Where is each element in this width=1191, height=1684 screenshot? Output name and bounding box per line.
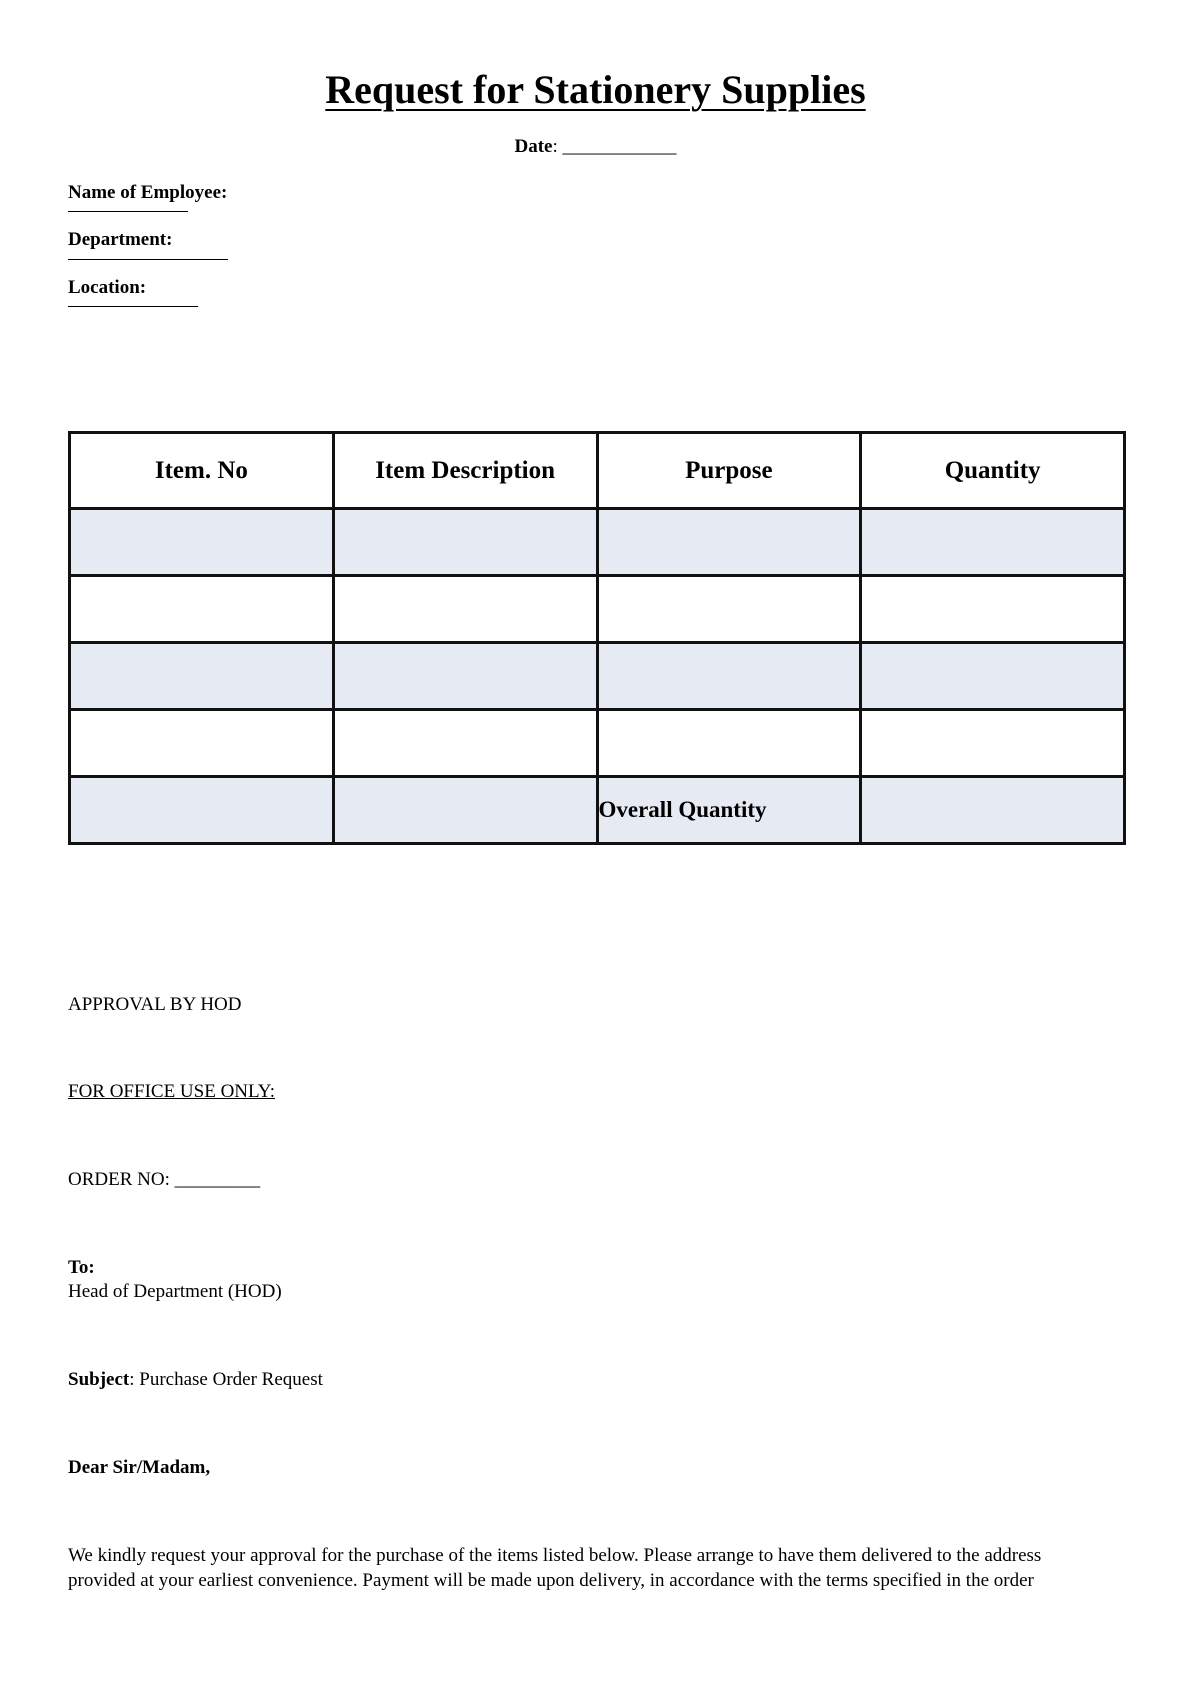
quantity-cell[interactable] [861, 710, 1125, 777]
header-item-no: Item. No [70, 433, 334, 509]
item-description-cell[interactable] [333, 576, 597, 643]
approval-by-hod: APPROVAL BY HOD [68, 994, 242, 1015]
table-row [70, 576, 1125, 643]
office-use-heading: FOR OFFICE USE ONLY: [68, 1081, 275, 1102]
request-paragraph [68, 1543, 1138, 1593]
quantity-cell[interactable] [861, 576, 1125, 643]
stationery-items-table [68, 431, 1126, 845]
employee-name-label: Name of Employee: [68, 182, 228, 203]
item-no-cell[interactable] [70, 643, 334, 710]
overall-quantity-label: Overall Quantity [597, 777, 861, 844]
item-no-cell[interactable] [70, 576, 334, 643]
subject-label: Subject [68, 1369, 130, 1390]
salutation: Dear Sir/Madam, [68, 1457, 211, 1478]
quantity-cell[interactable] [861, 643, 1125, 710]
paragraph-line: provided at your earliest convenience. Payment will be made upon delivery, in accordance with the terms specified in the order [68, 1570, 1034, 1591]
header-item-description: Item Description [333, 433, 597, 509]
table-row [70, 710, 1125, 777]
paragraph-line: We kindly request your approval for the purchase of the items listed below. Please arrange to have them delivered to the address [68, 1545, 1042, 1566]
purpose-cell[interactable] [597, 509, 861, 576]
order-number-field[interactable]: ORDER NO: _________ [68, 1169, 261, 1190]
purpose-cell[interactable] [597, 643, 861, 710]
employee-name-blank[interactable] [68, 210, 188, 212]
item-description-cell[interactable] [333, 710, 597, 777]
subject-line [68, 1368, 323, 1393]
date-label: Date [514, 136, 553, 157]
item-description-cell[interactable] [333, 509, 597, 576]
department-label: Department: [68, 229, 173, 250]
location-blank[interactable] [68, 305, 198, 307]
location-label: Location: [68, 277, 147, 298]
header-purpose: Purpose [597, 433, 861, 509]
item-no-cell[interactable] [70, 509, 334, 576]
table-total-row [70, 777, 1125, 844]
table-header-row [70, 433, 1125, 509]
table-row [70, 643, 1125, 710]
document-title [0, 68, 1191, 112]
purpose-cell[interactable] [597, 710, 861, 777]
table-row [70, 509, 1125, 576]
subject-text: : Purchase Order Request [129, 1369, 323, 1390]
total-empty-cell [70, 777, 334, 844]
total-empty-cell [333, 777, 597, 844]
date-blank[interactable]: ____________ [562, 136, 677, 157]
recipient: Head of Department (HOD) [68, 1281, 282, 1302]
purpose-cell[interactable] [597, 576, 861, 643]
item-description-cell[interactable] [333, 643, 597, 710]
date-line [0, 136, 1191, 159]
overall-quantity-value[interactable] [861, 777, 1125, 844]
date-separator: : [552, 136, 563, 157]
header-quantity: Quantity [861, 433, 1125, 509]
to-label: To: [68, 1257, 95, 1278]
document-title-text: Request for Stationery Supplies [325, 67, 866, 112]
quantity-cell[interactable] [861, 509, 1125, 576]
item-no-cell[interactable] [70, 710, 334, 777]
department-blank[interactable] [68, 258, 228, 260]
